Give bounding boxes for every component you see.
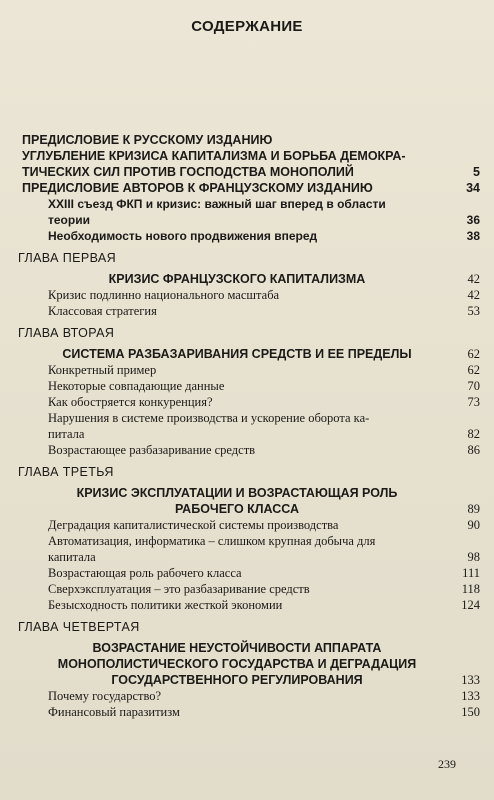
toc-subentry: [18, 212, 480, 228]
chapter-title: [18, 656, 480, 672]
chapter-title: [18, 640, 480, 656]
chapter-block: [18, 465, 480, 613]
chapter-title-page: 89: [467, 502, 480, 516]
toc-entry-page: 53: [467, 304, 480, 318]
toc-subentry: [18, 597, 480, 613]
toc-entry-text: УГЛУБЛЕНИЕ КРИЗИСА КАПИТАЛИЗМА И БОРЬБА ДЕМОКРА-: [22, 149, 406, 163]
toc-entry-text: Некоторые совпадающие данные: [48, 379, 225, 393]
chapter-title-text: РАБОЧЕГО КЛАССА: [174, 502, 300, 516]
toc-entry: [18, 148, 480, 164]
toc-entry-page: 34: [466, 181, 480, 195]
page-title: СОДЕРЖАНИЕ: [191, 18, 303, 35]
toc-entry-text: питала: [48, 427, 85, 441]
toc-entry-page: 73: [467, 395, 480, 409]
toc-entry-text: Автоматизация, информатика – слишком крупная добыча для: [48, 534, 376, 548]
toc-subentry: [18, 303, 480, 319]
toc-entry-text: ПРЕДИСЛОВИЕ АВТОРОВ К ФРАНЦУЗСКОМУ ИЗДАНИЮ: [22, 181, 373, 195]
toc-entry-page: 62: [467, 363, 480, 377]
toc-subentry: [18, 565, 480, 581]
toc-subentry: [18, 517, 480, 533]
toc-subentry: [18, 394, 480, 410]
toc-entry-text: Конкретный пример: [48, 363, 157, 377]
toc-subentry: [18, 581, 480, 597]
chapter-title: [18, 271, 480, 287]
toc-subentry: [18, 378, 480, 394]
toc-entry: [18, 180, 480, 196]
chapter-title: [18, 485, 480, 501]
chapter-block: [18, 326, 480, 458]
toc-entry-text: Финансовый паразитизм: [48, 705, 180, 719]
chapter-block: [18, 620, 480, 720]
toc-entry-page: 111: [462, 566, 480, 580]
chapter-title-page: 133: [461, 673, 480, 687]
toc-subentry: [18, 196, 480, 212]
toc-entry-page: 42: [467, 288, 480, 302]
chapter-label: ГЛАВА ЧЕТВЕРТАЯ: [18, 620, 140, 634]
toc-entry-text: Сверхэксплуатация – это разбазаривание средств: [48, 582, 310, 596]
chapter-title-text: СИСТЕМА РАЗБАЗАРИВАНИЯ СРЕДСТВ И ЕЕ ПРЕДЕЛЫ: [62, 347, 412, 361]
chapter-label: ГЛАВА ТРЕТЬЯ: [18, 465, 114, 479]
toc-entry-page: 124: [461, 598, 480, 612]
toc-entry-text: XXIII съезд ФКП и кризис: важный шаг вперед в области: [48, 197, 386, 211]
toc-entry: [18, 164, 480, 180]
toc-entry-page: 5: [473, 165, 480, 179]
toc-entry-text: Как обостряется конкуренция?: [48, 395, 213, 409]
toc-entry-text: Кризис подлинно национального масштаба: [48, 288, 280, 302]
toc-entry-page: 90: [467, 518, 480, 532]
toc-entry-text: ПРЕДИСЛОВИЕ К РУССКОМУ ИЗДАНИЮ: [22, 133, 273, 147]
toc-entry-page: 38: [466, 229, 480, 243]
chapter-title-text: КРИЗИС ЭКСПЛУАТАЦИИ И ВОЗРАСТАЮЩАЯ РОЛЬ: [76, 486, 398, 500]
toc-entry: [18, 132, 480, 148]
chapter-label: ГЛАВА ВТОРАЯ: [18, 326, 115, 340]
toc-entry-page: 36: [466, 213, 480, 227]
toc-entry-page: 86: [467, 443, 480, 457]
chapter-title: [18, 346, 480, 362]
chapter-title: [18, 501, 480, 517]
toc-entry-text: Возрастающее разбазаривание средств: [48, 443, 256, 457]
chapter-title-text: МОНОПОЛИСТИЧЕСКОГО ГОСУДАРСТВА И ДЕГРАДАЦИЯ: [57, 657, 417, 671]
toc-entry-text: Деградация капиталистической системы производства: [48, 518, 339, 532]
toc-entry-text: теории: [48, 213, 90, 227]
toc-entry-page: 118: [461, 582, 480, 596]
chapter-title-text: КРИЗИС ФРАНЦУЗСКОГО КАПИТАЛИЗМА: [108, 272, 366, 286]
chapter-title-page: 62: [467, 347, 480, 361]
toc-subentry: [18, 442, 480, 458]
chapter-label: ГЛАВА ПЕРВАЯ: [18, 251, 117, 265]
toc-entry-text: капитала: [48, 550, 96, 564]
toc-entry-page: 150: [461, 705, 480, 719]
toc-entry-text: Безысходность политики жесткой экономии: [48, 598, 283, 612]
toc-entry-text: Необходимость нового продвижения вперед: [48, 229, 318, 243]
toc-subentry: [18, 410, 480, 426]
page-number: 239: [438, 757, 456, 771]
toc-subentry: [18, 704, 480, 720]
chapter-title-text: ГОСУДАРСТВЕННОГО РЕГУЛИРОВАНИЯ: [111, 673, 363, 687]
toc-entry-page: 82: [467, 427, 480, 441]
table-of-contents: [18, 132, 480, 720]
chapter-title-text: ВОЗРАСТАНИЕ НЕУСТОЙЧИВОСТИ АППАРАТА: [92, 641, 382, 655]
toc-entry-text: Возрастающая роль рабочего класса: [48, 566, 242, 580]
toc-entry-page: 133: [461, 689, 480, 703]
toc-subentry: [18, 362, 480, 378]
toc-subentry: [18, 228, 480, 244]
toc-subentry: [18, 549, 480, 565]
toc-subentry: [18, 533, 480, 549]
toc-entry-text: ТИЧЕСКИХ СИЛ ПРОТИВ ГОСПОДСТВА МОНОПОЛИЙ: [22, 165, 354, 179]
chapter-title-page: 42: [467, 272, 480, 286]
toc-entry-text: Нарушения в системе производства и ускорение оборота ка-: [48, 411, 370, 425]
toc-entry-text: Почему государство?: [48, 689, 162, 703]
chapter-block: [18, 251, 480, 319]
preface-block: [18, 132, 480, 244]
toc-subentry: [18, 688, 480, 704]
toc-subentry: [18, 426, 480, 442]
toc-entry-page: 98: [467, 550, 480, 564]
chapter-title: [18, 672, 480, 688]
toc-entry-text: Классовая стратегия: [48, 304, 157, 318]
toc-subentry: [18, 287, 480, 303]
toc-entry-page: 70: [467, 379, 480, 393]
